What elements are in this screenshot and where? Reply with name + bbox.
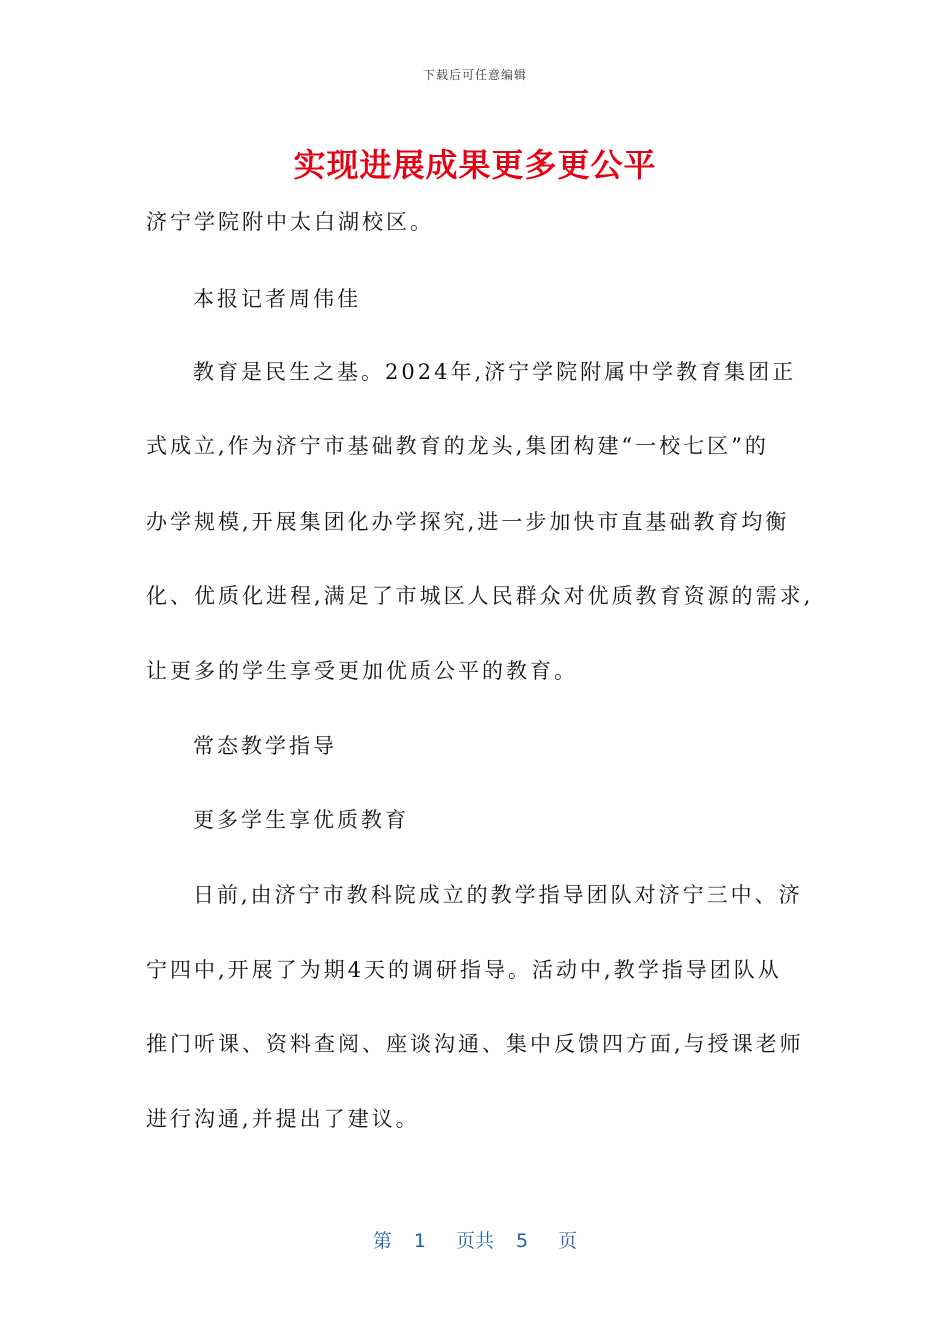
paragraph-line: 宁四中,开展了为期4天的调研指导。活动中,教学指导团队从: [146, 958, 782, 982]
section-heading: 更多学生享优质教育: [193, 808, 409, 832]
paragraph-line: 办学规模,开展集团化办学探究,进一步加快市直基础教育均衡: [146, 510, 790, 534]
document-title: 实现进展成果更多更公平: [293, 146, 657, 184]
reporter-line: 本报记者周伟佳: [193, 287, 361, 311]
section-heading: 常态教学指导: [193, 734, 337, 758]
paragraph-line: 日前,由济宁市教科院成立的教学指导团队对济宁三中、济: [193, 883, 803, 907]
paragraph-line: 式成立,作为济宁市基础教育的龙头,集团构建“一校七区”的: [146, 434, 769, 458]
page-footer: [0, 1226, 950, 1253]
header-note: 下载后可任意编辑: [422, 68, 527, 82]
paragraph-line: 济宁学院附中太白湖校区。: [146, 210, 434, 234]
footer-page-mid: 页共: [455, 1230, 494, 1252]
footer-page-suffix: 页: [558, 1230, 578, 1252]
paragraph-line: 化、优质化进程,满足了市城区人民群众对优质教育资源的需求,: [146, 584, 814, 608]
paragraph-line: 让更多的学生享受更加优质公平的教育。: [146, 659, 578, 683]
paragraph-line: 推门听课、资料查阅、座谈沟通、集中反馈四方面,与授课老师: [146, 1032, 804, 1056]
paragraph-line: 进行沟通,并提出了建议。: [146, 1107, 420, 1131]
footer-page-number: 1: [413, 1230, 426, 1252]
footer-total-pages: 5: [516, 1230, 529, 1252]
paragraph-line: 教育是民生之基。2024年,济宁学院附属中学教育集团正: [193, 360, 797, 384]
footer-page-prefix: 第: [372, 1230, 392, 1252]
